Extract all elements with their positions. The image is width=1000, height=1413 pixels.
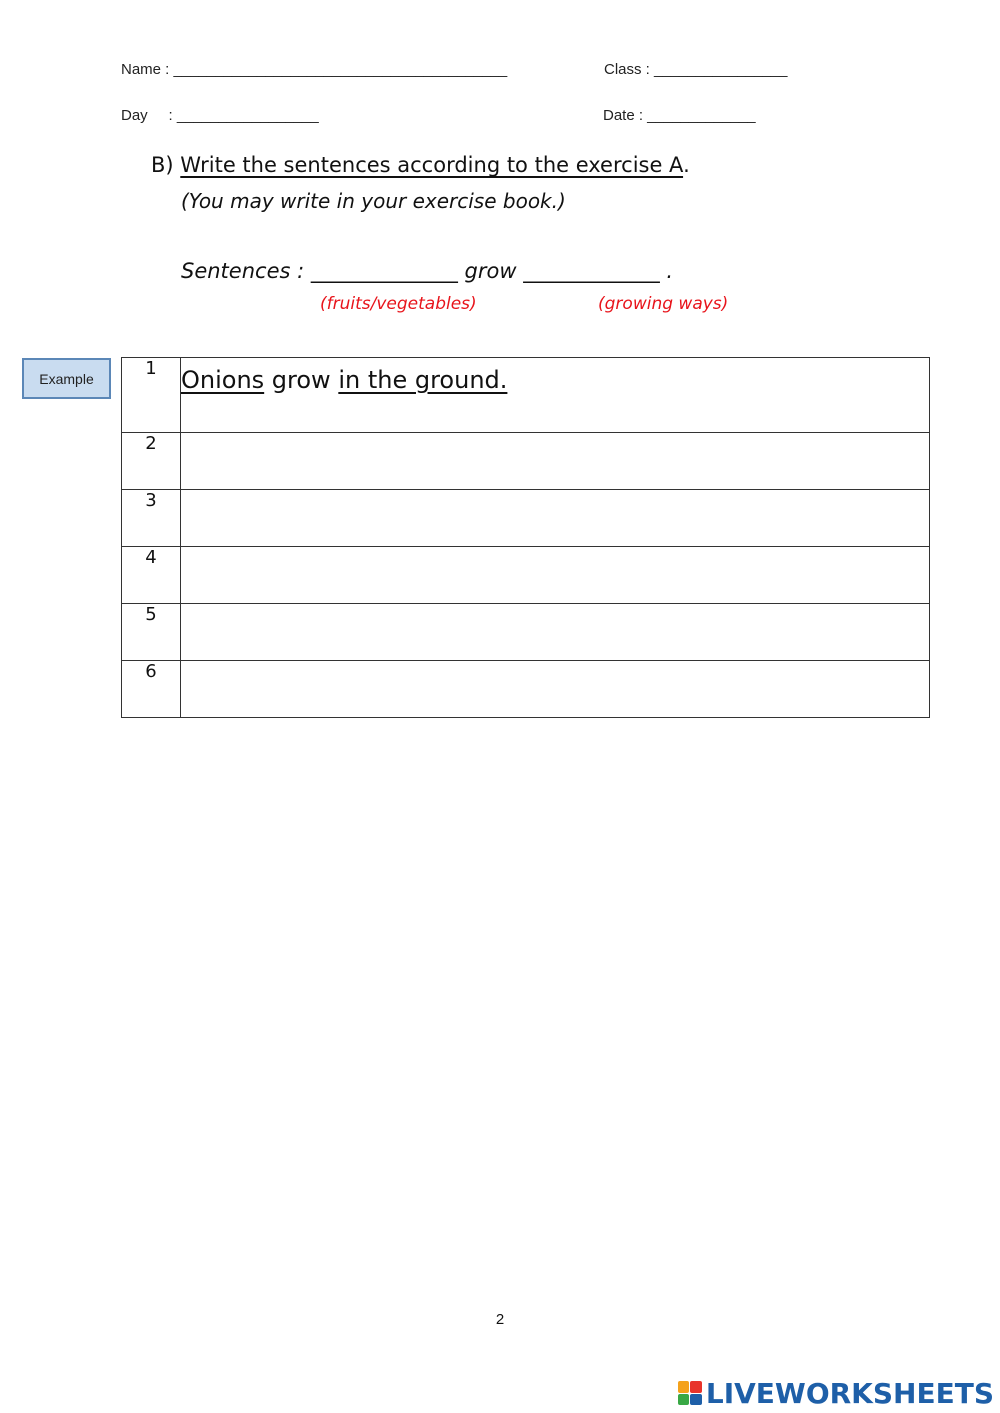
instruction-subtitle: (You may write in your exercise book.) bbox=[181, 189, 566, 213]
logo-square-icon bbox=[690, 1381, 702, 1393]
instruction-title: Write the sentences according to the exercise A bbox=[180, 153, 684, 177]
row-number: 4 bbox=[122, 547, 181, 604]
instruction-heading bbox=[151, 153, 690, 177]
table-row bbox=[122, 358, 930, 433]
example-subject: Onions bbox=[181, 366, 265, 394]
section-marker: B) bbox=[151, 153, 174, 177]
answer-cell[interactable] bbox=[181, 433, 930, 490]
logo-square-icon bbox=[678, 1381, 690, 1393]
logo-mark-icon bbox=[678, 1381, 702, 1405]
example-verb: grow bbox=[264, 366, 339, 394]
answer-cell[interactable] bbox=[181, 358, 930, 433]
page-number: 2 bbox=[495, 1311, 505, 1328]
example-sentence bbox=[181, 358, 507, 394]
row-number: 3 bbox=[122, 490, 181, 547]
hint-fruits-vegetables: (fruits/vegetables) bbox=[320, 294, 477, 314]
answer-cell[interactable] bbox=[181, 661, 930, 718]
instruction-title-end: . bbox=[683, 153, 690, 177]
answer-cell[interactable] bbox=[181, 490, 930, 547]
answer-cell[interactable] bbox=[181, 547, 930, 604]
class-field[interactable]: Class : ________________ bbox=[604, 61, 788, 78]
table-row bbox=[122, 661, 930, 718]
example-badge bbox=[22, 358, 111, 399]
sentence-pattern: Sentences : ______________ grow _____________ . bbox=[181, 259, 674, 283]
row-number: 1 bbox=[122, 358, 181, 433]
table-row bbox=[122, 433, 930, 490]
logo-square-icon bbox=[678, 1394, 690, 1406]
logo-text: LIVEWORKSHEETS bbox=[705, 1376, 994, 1410]
day-field[interactable]: Day : _________________ bbox=[121, 107, 319, 124]
row-number: 2 bbox=[122, 433, 181, 490]
example-place: in the ground. bbox=[338, 366, 508, 394]
liveworksheets-logo bbox=[678, 1377, 994, 1409]
table-row bbox=[122, 490, 930, 547]
logo-square-icon bbox=[690, 1394, 702, 1406]
answer-cell[interactable] bbox=[181, 604, 930, 661]
hint-growing-ways: (growing ways) bbox=[598, 294, 729, 314]
row-number: 5 bbox=[122, 604, 181, 661]
date-field[interactable]: Date : _____________ bbox=[603, 107, 756, 124]
table-row bbox=[122, 604, 930, 661]
example-label: Example bbox=[39, 370, 94, 387]
table-row bbox=[122, 547, 930, 604]
row-number: 6 bbox=[122, 661, 181, 718]
answer-table bbox=[121, 357, 930, 718]
name-field[interactable]: Name : ________________________________________ bbox=[121, 61, 508, 78]
